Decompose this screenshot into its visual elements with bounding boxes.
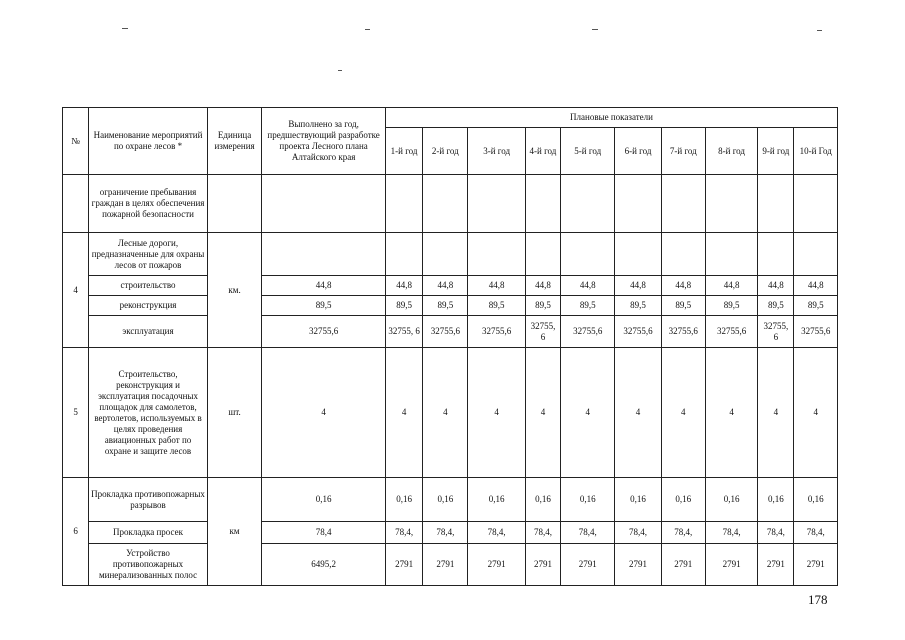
year-cell: 44,8 [385, 276, 422, 296]
year-cell: 4 [794, 348, 838, 478]
scan-mark [592, 29, 598, 30]
year-cell: 44,8 [758, 276, 794, 296]
table-row [63, 348, 838, 478]
year-cell: 4 [758, 348, 794, 478]
year-cell [615, 233, 661, 276]
year-cell: 78,4, [468, 522, 525, 544]
year-cell [525, 233, 560, 276]
year-cell: 2791 [615, 544, 661, 586]
header-row [63, 108, 838, 128]
year-cell: 4 [385, 348, 422, 478]
year-cell: 2791 [561, 544, 615, 586]
year-cell: 0,16 [423, 478, 468, 522]
year-cell: 89,5 [423, 296, 468, 316]
row-num: 6 [63, 478, 89, 586]
year-cell: 89,5 [705, 296, 757, 316]
row-done: 0,16 [262, 478, 386, 522]
row-name: Устройство противопожарных минерализованных полос [89, 544, 208, 586]
year-header: 2-й год [423, 128, 468, 175]
year-cell: 89,5 [758, 296, 794, 316]
year-cell [423, 175, 468, 233]
year-cell: 4 [661, 348, 705, 478]
year-cell: 4 [468, 348, 525, 478]
row-num: 4 [63, 233, 89, 348]
year-cell: 89,5 [661, 296, 705, 316]
year-cell [468, 233, 525, 276]
table-row [63, 296, 838, 316]
year-header: 1-й год [385, 128, 422, 175]
header-plan: Плановые показатели [385, 108, 837, 128]
year-cell [525, 175, 560, 233]
scan-mark [338, 70, 342, 71]
header-num: № [63, 108, 89, 175]
forest-protection-table [62, 107, 838, 586]
year-cell: 89,5 [615, 296, 661, 316]
year-cell [423, 233, 468, 276]
year-cell [758, 233, 794, 276]
scan-mark [365, 29, 370, 30]
year-cell [385, 233, 422, 276]
year-cell: 4 [615, 348, 661, 478]
row-done: 4 [262, 348, 386, 478]
row-name: ограничение пребывания граждан в целях обеспечения пожарной безопасности [89, 175, 208, 233]
year-cell [794, 233, 838, 276]
year-cell: 78,4, [794, 522, 838, 544]
table-row [63, 544, 838, 586]
year-header: 9-й год [758, 128, 794, 175]
year-cell [615, 175, 661, 233]
row-done [262, 175, 386, 233]
year-cell: 0,16 [468, 478, 525, 522]
header-unit: Единица измерения [207, 108, 261, 175]
year-cell: 32755, 6 [385, 316, 422, 348]
year-header: 8-й год [705, 128, 757, 175]
year-cell: 32755, 6 [758, 316, 794, 348]
year-cell [561, 233, 615, 276]
row-name: реконструкция [89, 296, 208, 316]
table-row [63, 522, 838, 544]
scan-mark [817, 30, 822, 31]
year-cell: 32755,6 [468, 316, 525, 348]
year-header: 5-й год [561, 128, 615, 175]
year-cell [794, 175, 838, 233]
year-cell: 2791 [661, 544, 705, 586]
year-header: 3-й год [468, 128, 525, 175]
year-cell: 0,16 [561, 478, 615, 522]
row-num: 5 [63, 348, 89, 478]
year-cell: 2791 [705, 544, 757, 586]
year-header: 4-й год [525, 128, 560, 175]
row-done: 89,5 [262, 296, 386, 316]
row-name: Лесные дороги, предназначенные для охраны лесов от пожаров [89, 233, 208, 276]
row-name: строительство [89, 276, 208, 296]
header-name: Наименование мероприятий по охране лесов * [89, 108, 208, 175]
year-cell: 0,16 [385, 478, 422, 522]
year-cell: 0,16 [525, 478, 560, 522]
scan-mark [122, 28, 128, 29]
year-cell: 89,5 [468, 296, 525, 316]
year-cell: 78,4, [705, 522, 757, 544]
row-unit: км. [207, 233, 261, 348]
year-cell [661, 233, 705, 276]
year-cell: 89,5 [525, 296, 560, 316]
year-cell: 32755,6 [423, 316, 468, 348]
year-cell [705, 175, 757, 233]
year-cell: 44,8 [661, 276, 705, 296]
table-row [63, 276, 838, 296]
year-cell: 2791 [468, 544, 525, 586]
table-row [63, 233, 838, 276]
year-cell: 4 [561, 348, 615, 478]
row-done: 44,8 [262, 276, 386, 296]
row-done [262, 233, 386, 276]
year-cell: 2791 [423, 544, 468, 586]
year-cell: 44,8 [468, 276, 525, 296]
table-row [63, 316, 838, 348]
row-done: 6495,2 [262, 544, 386, 586]
year-cell: 44,8 [794, 276, 838, 296]
row-name: эксплуатация [89, 316, 208, 348]
row-unit: шт. [207, 348, 261, 478]
year-header: 6-й год [615, 128, 661, 175]
year-cell: 2791 [794, 544, 838, 586]
year-cell [561, 175, 615, 233]
year-header: 7-й год [661, 128, 705, 175]
year-cell: 78,4, [758, 522, 794, 544]
year-cell: 78,4, [423, 522, 468, 544]
year-cell: 2791 [525, 544, 560, 586]
year-cell: 0,16 [661, 478, 705, 522]
year-cell: 0,16 [705, 478, 757, 522]
row-num [63, 175, 89, 233]
year-cell: 4 [525, 348, 560, 478]
year-cell: 78,4, [661, 522, 705, 544]
year-cell: 32755,6 [705, 316, 757, 348]
year-cell [705, 233, 757, 276]
year-cell: 0,16 [615, 478, 661, 522]
row-name: Прокладка просек [89, 522, 208, 544]
year-cell: 44,8 [615, 276, 661, 296]
year-cell: 78,4, [385, 522, 422, 544]
year-cell: 44,8 [423, 276, 468, 296]
page-number: 178 [808, 592, 828, 607]
year-cell: 78,4, [561, 522, 615, 544]
header-done: Выполнено за год, предшествующий разработке проекта Лесного плана Алтайского края [262, 108, 386, 175]
row-name: Строительство, реконструкция и эксплуатация посадочных площадок для самолетов, вертолетов, используемых в целях проведения авиационных работ по охране и защите лесов [89, 348, 208, 478]
year-cell: 78,4, [525, 522, 560, 544]
year-cell [385, 175, 422, 233]
year-cell: 44,8 [705, 276, 757, 296]
year-cell [661, 175, 705, 233]
row-unit [207, 175, 261, 233]
year-cell [468, 175, 525, 233]
year-cell: 89,5 [794, 296, 838, 316]
row-name: Прокладка противопожарных разрывов [89, 478, 208, 522]
year-cell: 44,8 [525, 276, 560, 296]
year-cell: 4 [423, 348, 468, 478]
year-cell: 89,5 [385, 296, 422, 316]
year-cell: 32755,6 [615, 316, 661, 348]
year-cell: 4 [705, 348, 757, 478]
year-cell: 32755,6 [661, 316, 705, 348]
year-cell: 32755,6 [794, 316, 838, 348]
year-cell: 78,4, [615, 522, 661, 544]
year-cell: 32755,6 [561, 316, 615, 348]
year-cell: 0,16 [758, 478, 794, 522]
row-done: 78,4 [262, 522, 386, 544]
year-header: 10-й Год [794, 128, 838, 175]
year-cell: 0,16 [794, 478, 838, 522]
year-cell [758, 175, 794, 233]
table-row [63, 175, 838, 233]
year-cell: 2791 [758, 544, 794, 586]
year-cell: 32755, 6 [525, 316, 560, 348]
year-cell: 44,8 [561, 276, 615, 296]
row-unit: км [207, 478, 261, 586]
year-cell: 2791 [385, 544, 422, 586]
row-done: 32755,6 [262, 316, 386, 348]
year-cell: 89,5 [561, 296, 615, 316]
table-row [63, 478, 838, 522]
